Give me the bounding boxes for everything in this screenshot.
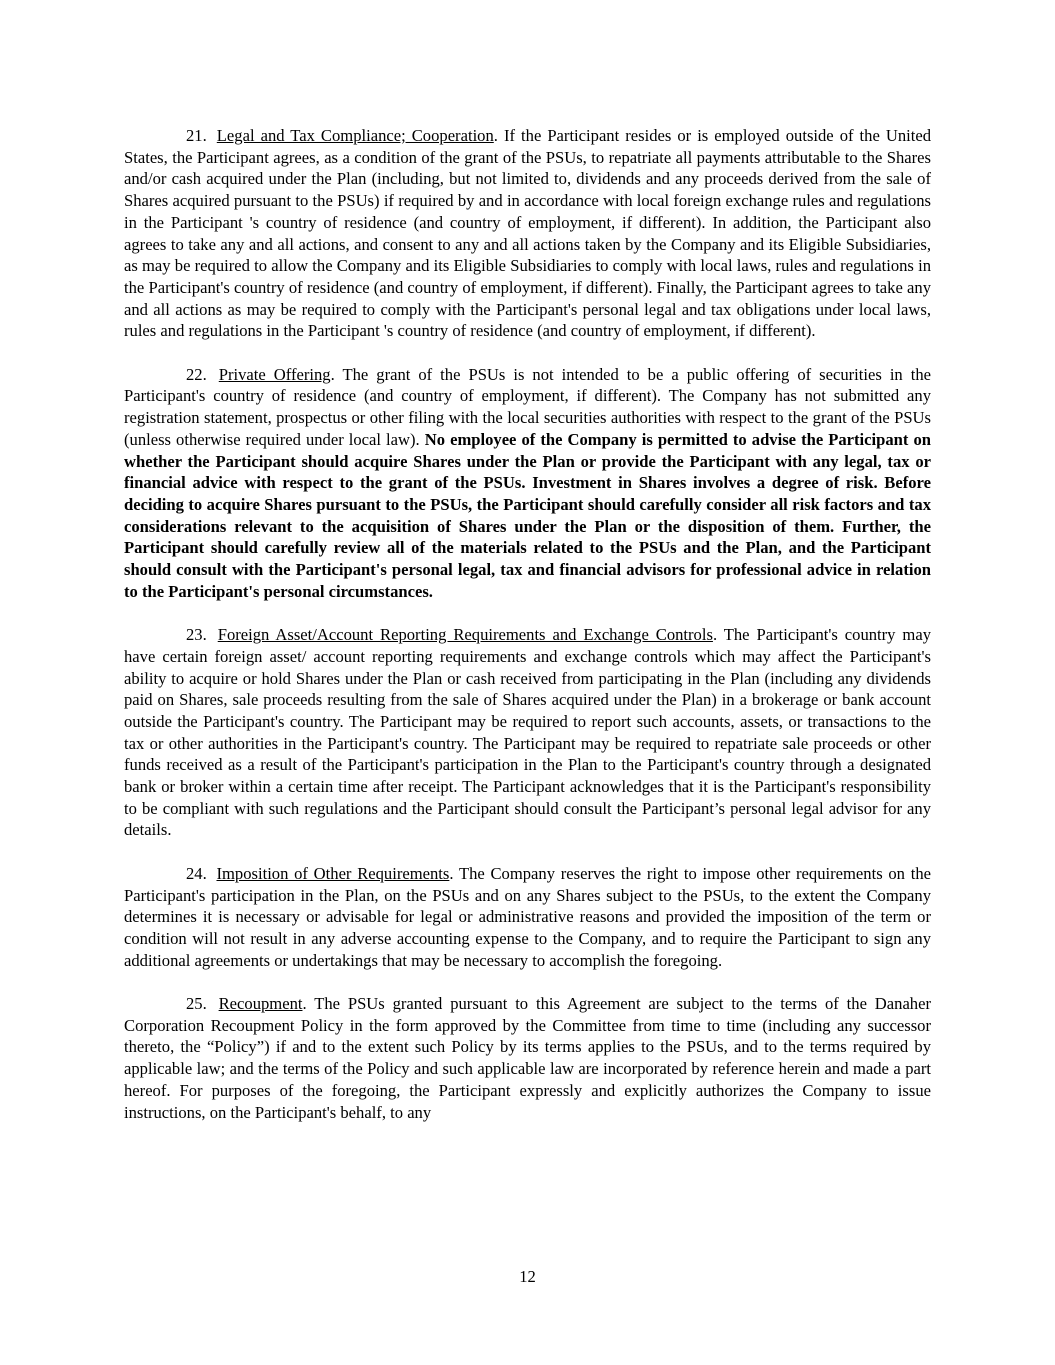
section-text: If the Participant resides or is employed outside of the United States, the Participant agrees, as a condition of the grant of the PSUs, to repatriate all payments attributable to the Shares and/or cash acquired under the Plan (including, but not limited to, dividends and any proceeds derived from the sale of Shares acquired pursuant to the PSUs) if required by and in accordance with local foreign exchange rules and regulations in the Participant 's country of residence (and country of employment, if different). In addition, the Participant also agrees to take any and all actions, and consent to any and all actions taken by the Company and its Eligible Subsidiaries, as may be required to allow the Company and its Eligible Subsidiaries to comply with local laws, rules and regulations in the Participant's country of residence (and country of employment, if different). Finally, the Participant agrees to take any and all actions as may be required to comply with the Participant's personal legal and tax obligations under local laws, rules and regulations in the Participant 's country of residence (and country of employment, if different). (124, 126, 931, 341)
section-number: 22. (186, 364, 207, 384)
section-number: 21. (186, 126, 207, 145)
section-heading: Recoupment (218, 994, 303, 1014)
heading-punct: . (302, 994, 307, 1014)
section-25 (124, 993, 931, 1123)
section-heading: Foreign Asset/Account Reporting Requirements and Exchange Controls (217, 625, 713, 645)
heading-punct: . (449, 863, 454, 883)
section-number: 23. (186, 625, 207, 645)
heading-punct: . (493, 126, 498, 145)
section-23 (124, 624, 931, 841)
heading-punct: . (712, 625, 718, 645)
section-21 (124, 125, 931, 342)
section-text: The Company reserves the right to impose other requirements on the Participant's participation in the Plan, on the PSUs and on any Shares subject to the PSUs, to the extent the Company determines it is necessary or advisable for legal or administrative reasons and provided the imposition of the term or condition will not result in any adverse accounting expense to the Company, and to require the Participant to sign any additional agreements or undertakings that may be necessary to accomplish the foregoing. (124, 863, 931, 970)
section-number: 25. (186, 994, 207, 1014)
page-number: 12 (519, 1267, 536, 1286)
section-number: 24. (186, 863, 207, 883)
section-bold-text: No employee of the Company is permitted to advise the Participant on whether the Participant should acquire Shares under the Plan or provide the Participant with any legal, tax or financial advice with respect to the grant of the PSUs. Investment in Shares involves a degree of risk. Before deciding to acquire Shares pursuant to the PSUs, the Participant should carefully consider all risk factors and tax considerations relevant to the acquisition of Shares under the Plan or the disposition of them. Further, the Participant should carefully review all of the materials related to the PSUs and the Plan, and the Participant should consult with the Participant's personal legal, tax and financial advisors for professional advice in relation to the Participant's personal circumstances. (124, 429, 931, 601)
section-text: The Participant's country may have certain foreign asset/ account reporting requirements and exchange controls which may affect the Participant's ability to acquire or hold Shares under the Plan or cash received from participating in the Plan (including any dividends paid on Shares, sale proceeds resulting from the sale of Shares acquired under the Plan) in a brokerage or bank account outside the Participant's country. The Participant may be required to report such accounts, assets, or transactions to the tax or other authorities in the Participant's country. The Participant may be required to repatriate sale proceeds or other funds received as a result of the Participant's participation in the Plan to the Participant's country through a designated bank or broker within a certain time after receipt. The Participant acknowledges that it is the Participant's responsibility to be compliant with such regulations and the Participant should consult the Participant’s personal legal advisor for any details. (124, 625, 932, 840)
section-heading: Imposition of Other Requirements (216, 863, 450, 883)
document-page (124, 125, 931, 1145)
section-22 (124, 364, 931, 603)
heading-punct: . (330, 364, 335, 384)
section-heading: Private Offering (218, 364, 331, 384)
section-heading: Legal and Tax Compliance; Cooperation (216, 126, 494, 145)
section-text: The PSUs granted pursuant to this Agreement are subject to the terms of the Danaher Corporation Recoupment Policy in the form approved by the Committee from time to time (including any successor thereto, the “Policy”) if and to the extent such Policy by its terms applies to the PSUs, and to the terms required by applicable law; and the terms of the Policy and such applicable law are incorporated by reference herein and made a part hereof. For purposes of the foregoing, the Participant expressly and explicitly authorizes the Company to issue instructions, on the Participant's behalf, to any (124, 994, 931, 1122)
section-24 (124, 863, 931, 972)
section-text: The grant of the PSUs is not intended to be a public offering of securities in the Participant's country of residence (and country of employment, if different). The Company has not submitted any registration statement, prospectus or other filing with the local securities authorities with respect to the grant of the PSUs (unless otherwise required under local law). (124, 364, 932, 449)
